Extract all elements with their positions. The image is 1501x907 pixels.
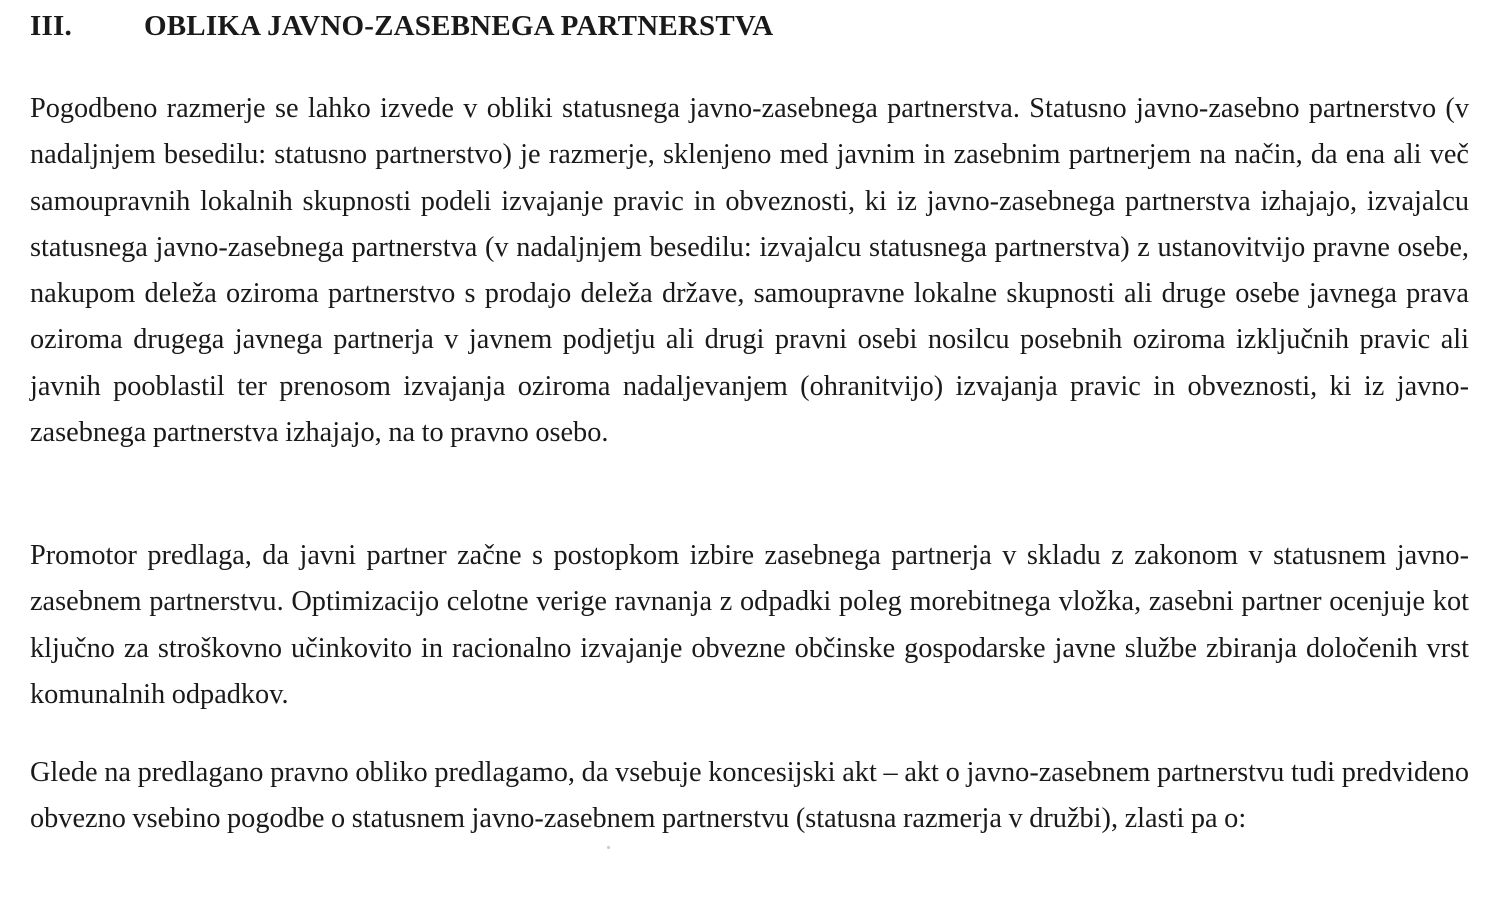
section-number: III. — [30, 10, 72, 42]
section-title: OBLIKA JAVNO-ZASEBNEGA PARTNERSTVA — [144, 10, 774, 42]
paragraph-statusno-partnerstvo: Pogodbeno razmerje se lahko izvede v obliki statusnega javno-zasebnega partnerstva. Statusno javno-zasebno partnerstvo (v nadaljnjem besedilu: statusno partnerstvo) je razmerje, sklenjeno med javnim in zasebnim partnerjem na način, da ena ali več samoupravnih lokalnih skupnosti podeli izvajanje pravic in obveznosti, ki iz javno-zasebnega partnerstva izhajajo, izvajalcu statusnega javno-zasebnega partnerstva (v nadaljnjem besedilu: izvajalcu statusnega partnerstva) z ustanovitvijo pravne osebe, nakupom deleža oziroma partnerstvo s prodajo deleža države, samoupravne lokalne skupnosti ali druge osebe javnega prava oziroma drugega javnega partnerja v javnem podjetju ali drugi pravni osebi nosilcu posebnih oziroma izključnih pravic ali javnih pooblastil ter prenosom izvajanja oziroma nadaljevanjem (ohranitvijo) izvajanja pravic in obveznosti, ki iz javno-zasebnega partnerstva izhajajo, na to pravno osebo. — [30, 93, 1469, 449]
section-heading — [30, 8, 773, 44]
paragraph-glede-na-obliko: Glede na predlagano pravno obliko predlagamo, da vsebuje koncesijski akt – akt o javno-zasebnem partnerstvu tudi predvideno obvezno vsebino pogodbe o statusnem javno-zasebnem partnerstvu (statusna razmerja v družbi), zlasti pa o: — [30, 757, 1469, 835]
paragraph-promotor-predlaga: Promotor predlaga, da javni partner začne s postopkom izbire zasebnega partnerja v skladu z zakonom v statusnem javno-zasebnem partnerstvu. Optimizacijo celotne verige ravnanja z odpadki poleg morebitnega vložka, zasebni partner ocenjuje kot ključno za stroškovno učinkovito in racionalno izvajanje obvezne občinske gospodarske javne službe zbiranja določenih vrst komunalnih odpadkov. — [30, 540, 1469, 710]
scan-speck — [607, 846, 610, 849]
